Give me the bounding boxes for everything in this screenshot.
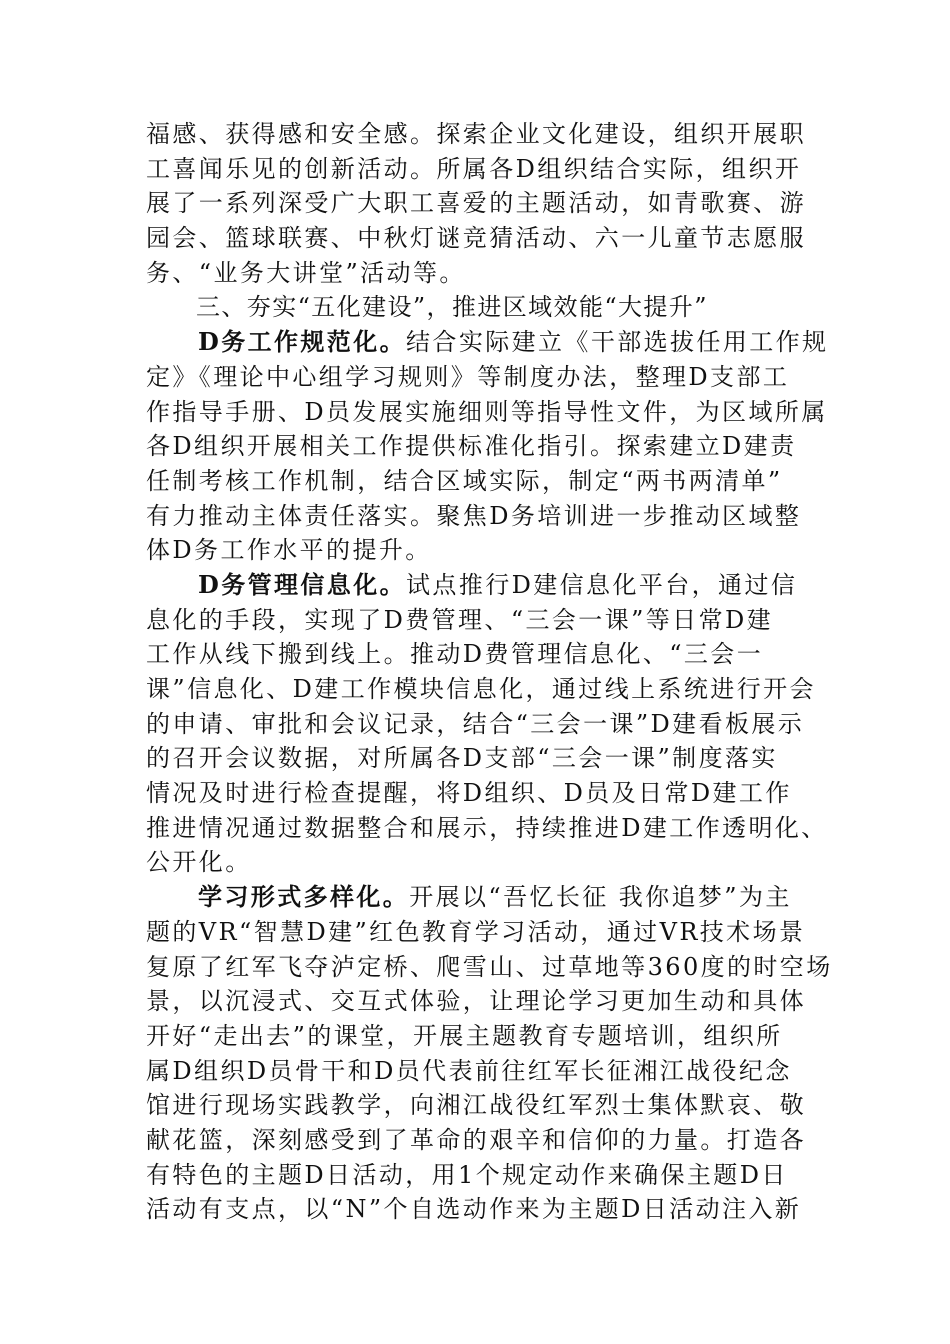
- paragraph-line: 馆进行现场实践教学，向湘江战役红军烈士集体默哀、敬: [146, 1091, 806, 1120]
- paragraph-line: 园会、篮球联赛、中秋灯谜竞猜活动、六一儿童节志愿服: [146, 224, 806, 253]
- paragraph-text: 试点推行D建信息化平台，通过信: [406, 570, 798, 599]
- paragraph-line: 息化的手段，实现了D费管理、“三会一课”等日常D建: [146, 605, 774, 634]
- paragraph-line: 有特色的主题D日活动，用1个规定动作来确保主题D日: [146, 1160, 788, 1189]
- paragraph-line: 公开化。: [146, 848, 252, 877]
- paragraph-line: 体D务工作水平的提升。: [146, 536, 432, 565]
- paragraph-line: 属D组织D员骨干和D员代表前往红军长征湘江战役纪念: [146, 1056, 792, 1085]
- paragraph-line: 开好“走出去”的课堂，开展主题教育专题培训，组织所: [146, 1021, 783, 1050]
- paragraph-line: 定》《理论中心组学习规则》等制度办法，整理D支部工: [146, 362, 790, 391]
- paragraph-diversified-learning: [146, 880, 833, 1227]
- paragraph-line: 工喜闻乐见的创新活动。所属各D组织结合实际，组织开: [146, 154, 802, 183]
- paragraph-line: 的召开会议数据，对所属各D支部“三会一课”制度落实: [146, 744, 778, 773]
- paragraph-line: 各D组织开展相关工作提供标准化指引。探索建立D建责: [146, 432, 797, 461]
- paragraph-lead: D务工作规范化。: [198, 327, 407, 357]
- paragraph-lead: 学习形式多样化。: [198, 882, 410, 912]
- paragraph-line: 的申请、审批和会议记录，结合“三会一课”D建看板展示: [146, 709, 805, 738]
- paragraph-line: 展了一系列深受广大职工喜爱的主题活动，如青歌赛、游: [146, 189, 806, 218]
- paragraph-informatization: [146, 568, 828, 880]
- paragraph-line: 课”信息化、D建工作模块信息化，通过线上系统进行开会: [146, 675, 816, 703]
- paragraph-line: 有力推动主体责任落实。聚焦D务培训进一步推动区域整: [146, 501, 802, 530]
- document-page: [146, 117, 833, 1227]
- paragraph-line: 活动有支点，以“N”个自选动作来为主题D日活动注入新: [146, 1195, 802, 1224]
- paragraph-line: 工作从线下搬到线上。推动D费管理信息化、“三会一: [146, 640, 764, 669]
- paragraph-text: 结合实际建立《干部选拔任用工作规: [406, 328, 829, 357]
- paragraph-lead: D务管理信息化。: [198, 569, 407, 599]
- paragraph-first-line: [146, 880, 806, 915]
- paragraph-first-line: [146, 568, 806, 603]
- paragraph-line: 情况及时进行检查提醒，将D组织、D员及日常D建工作: [146, 779, 792, 808]
- section-heading: 三、夯实“五化建设”，推进区域效能“大提升”: [196, 293, 708, 322]
- paragraph-line: 务、“业务大讲堂”活动等。: [146, 258, 466, 287]
- paragraph-line: 复原了红军飞夺泸定桥、爬雪山、过草地等360度的时空场: [146, 952, 833, 981]
- intro-paragraph: [146, 117, 806, 290]
- paragraph-line: 任制考核工作机制，结合区域实际，制定“两书两清单”: [146, 466, 783, 495]
- paragraph-standardization: [146, 325, 829, 568]
- paragraph-text: 开展以“吾忆长征 我你追梦”为主: [409, 883, 792, 912]
- paragraph-line: 作指导手册、D员发展实施细则等指导性文件，为区域所属: [146, 397, 828, 426]
- paragraph-first-line: [146, 325, 829, 360]
- paragraph-line: 景，以沉浸式、交互式体验，让理论学习更加生动和具体: [146, 987, 806, 1016]
- paragraph-line: 题的VR“智慧D建”红色教育学习活动，通过VR技术场景: [146, 917, 806, 946]
- paragraph-line: 推进情况通过数据整合和展示，持续推进D建工作透明化、: [146, 813, 828, 842]
- paragraph-line: 献花篮，深刻感受到了革命的艰辛和信仰的力量。打造各: [146, 1125, 806, 1154]
- paragraph-line: 福感、获得感和安全感。探索企业文化建设，组织开展职: [146, 120, 806, 148]
